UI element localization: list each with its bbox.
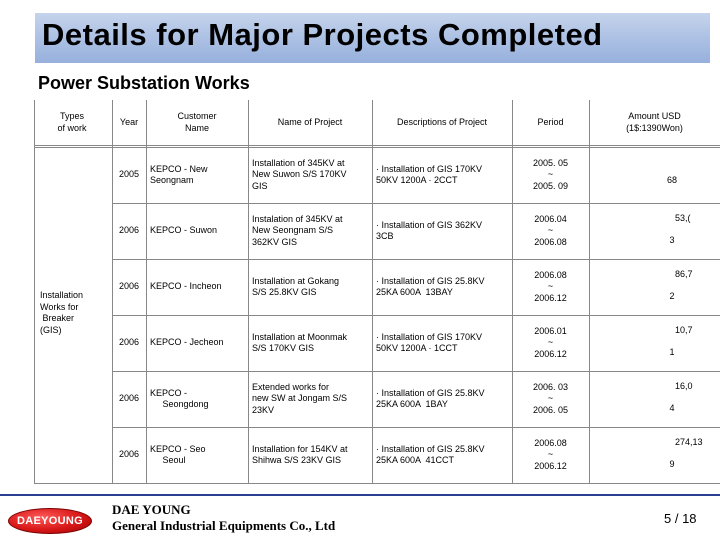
row-project-name: Installation of 345KV at New Suwon S/S 170KV GIS — [252, 157, 347, 191]
row-year: 2005 — [118, 169, 140, 180]
row-project-name: Instalation of 345KV at New Seongnam S/S 362KV GIS — [252, 213, 343, 247]
row-customer: KEPCO - Seongdong — [150, 387, 209, 409]
row-amount-cut: 16,0 — [675, 381, 693, 392]
row-period: 2006.08 ~ 2006.12 — [534, 269, 567, 303]
row-amount: 3 — [669, 235, 675, 246]
row-divider — [112, 203, 720, 204]
company-full-name: General Industrial Equipments Co., Ltd — [112, 518, 336, 533]
row-period: 2006. 03 ~ 2006. 05 — [532, 381, 569, 415]
row-year: 2006 — [118, 337, 140, 348]
row-description: · Installation of GIS 362KV 3CB — [376, 219, 483, 241]
section-subtitle: Power Substation Works — [38, 73, 250, 93]
footer-divider — [0, 494, 720, 496]
row-customer: KEPCO - Suwon — [150, 225, 218, 236]
row-project-name: Installation at Moonmak S/S 170KV GIS — [252, 331, 348, 353]
company-logo: DAEYOUNG — [8, 508, 92, 534]
row-customer: KEPCO - Seo Seoul — [150, 443, 206, 465]
header-period: Period — [537, 116, 564, 127]
row-description: · Installation of GIS 25.8KV 25KA 600A 41CCT — [376, 443, 485, 465]
row-divider — [112, 315, 720, 316]
column-divider — [112, 100, 113, 483]
column-divider — [146, 100, 147, 483]
header-year: Year — [119, 116, 139, 127]
row-project-name: Installation for 154KV at Shihwa S/S 23KV GIS — [252, 443, 348, 465]
page-number: 5 / 18 — [664, 511, 697, 526]
header-divider-2 — [34, 147, 720, 148]
row-amount-cut: 10,7 — [675, 325, 693, 336]
header-divider — [34, 145, 720, 146]
row-period: 2006.08 ~ 2006.12 — [534, 437, 567, 471]
row-divider — [112, 427, 720, 428]
row-description: · Installation of GIS 170KV 50KV 1200A · 1CCT — [376, 331, 483, 353]
row-period: 2006.04 ~ 2006.08 — [534, 213, 567, 247]
row-customer: KEPCO - Jecheon — [150, 337, 224, 348]
row-period: 2005. 05 ~ 2005. 09 — [532, 157, 569, 191]
row-amount-cut: 86,7 — [675, 269, 693, 280]
row-year: 2006 — [118, 225, 140, 236]
row-divider — [112, 259, 720, 260]
page-title: Details for Major Projects Completed — [42, 17, 603, 52]
column-divider — [372, 100, 373, 483]
row-amount-cut: 274,13 — [675, 437, 703, 448]
header-type: Types of work — [57, 111, 87, 133]
row-amount: 2 — [669, 291, 675, 302]
row-amount: 68 — [666, 175, 677, 186]
column-divider — [34, 100, 35, 483]
row-period: 2006.01 ~ 2006.12 — [534, 325, 567, 359]
row-amount: 1 — [669, 347, 675, 358]
row-amount-cut: 53,( — [675, 213, 691, 224]
row-year: 2006 — [118, 281, 140, 292]
row-divider — [112, 371, 720, 372]
column-divider — [512, 100, 513, 483]
header-name: Name of Project — [277, 116, 343, 127]
projects-table — [32, 100, 720, 485]
row-year: 2006 — [118, 449, 140, 460]
row-description: · Installation of GIS 170KV 50KV 1200A · 2CCT — [376, 163, 483, 185]
row-amount: 9 — [669, 459, 675, 470]
table-bottom — [34, 483, 720, 484]
header-customer: Customer Name — [177, 111, 217, 133]
header-amount: Amount USD (1$:1390Won) — [626, 111, 683, 133]
header-desc: Descriptions of Project — [396, 116, 488, 127]
column-divider — [589, 100, 590, 483]
row-customer: KEPCO - New Seongnam — [150, 163, 208, 185]
row-amount: 4 — [669, 403, 675, 414]
row-description: · Installation of GIS 25.8KV 25KA 600A 1BAY — [376, 387, 485, 409]
type-of-work: Installation Works for Breaker (GIS) — [40, 290, 84, 335]
row-year: 2006 — [118, 393, 140, 404]
row-description: · Installation of GIS 25.8KV 25KA 600A 13BAY — [376, 275, 485, 297]
row-project-name: Installation at Gokang S/S 25.8KV GIS — [252, 275, 340, 297]
row-project-name: Extended works for new SW at Jongam S/S 23KV — [252, 381, 348, 415]
row-customer: KEPCO - Incheon — [150, 281, 222, 292]
column-divider — [248, 100, 249, 483]
company-name: DAE YOUNG — [112, 502, 191, 517]
